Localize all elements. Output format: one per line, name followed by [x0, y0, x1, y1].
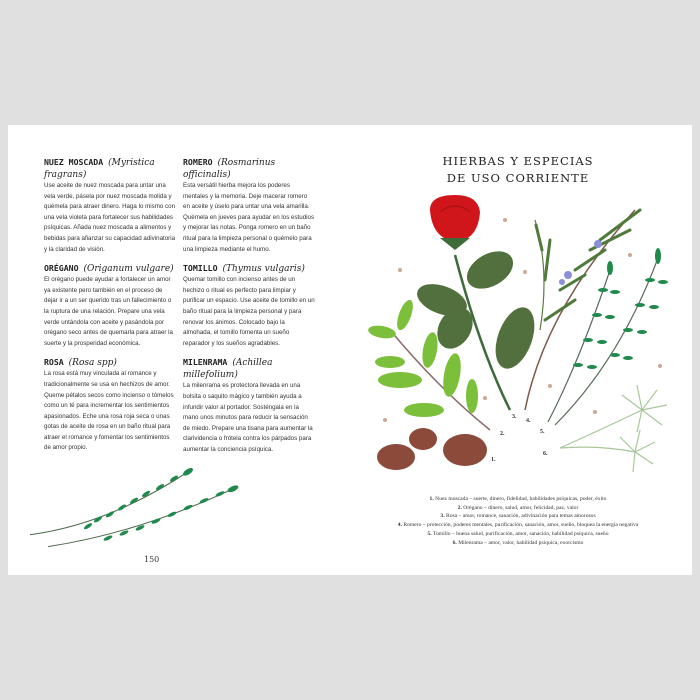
legend-item: 2. Orégano – dinero, salud, amor, felicidad, paz, valor	[457, 504, 579, 511]
entry-title: ORÉGANO	[44, 263, 79, 274]
heading-line-2: DE USO CORRIENTE	[446, 171, 590, 185]
left-column-2	[183, 157, 315, 463]
entry-title: ROSA	[44, 357, 64, 368]
entry-text: La milenrama es protectora llevada en una bolsita o saquito mágico y también ayuda a infundir valor al portador. Sosténgala en la mano unos minutos para reducir la sensación de miedo. Prepare una tisana para aumentar la clarividencia o frótela contra los párpados para aumentar la conciencia psíquica.	[183, 382, 313, 453]
label-1: 1.	[491, 457, 496, 463]
entry-latin: (Myristica fragrans)	[44, 158, 155, 180]
entry-text: La rosa está muy vinculada al romance y tradicionalmente se usa en hechizos de amor. Queme pétalos secos como incienso o tómelos como un té para incrementar los sentimientos apasionados. Eche una rosa roja seca o unas gotas de aceite de rosa en un baño ritual para atraer el romance y fomentar los sentimientos de amor propio.	[44, 370, 174, 452]
herbs-illustration	[360, 190, 680, 490]
entry-rosa	[44, 357, 176, 454]
legend-item: 6. Milenrama – amor, valor, habilidad psíquica, exorcismo	[452, 539, 584, 546]
rosemary-illustration	[525, 210, 640, 410]
yarrow-illustration	[560, 385, 667, 472]
entry-title: ROMERO	[183, 157, 213, 167]
entry-text: Esta versátil hierba mejora los poderes mentales y la memoria. Deje macerar romero en aceite y úselo para untar una vela amarilla. Quémela en jueves para ayudar en los estudios y mejorar las notas. Ponga romero en un baño ritual para la limpieza personal o quémelo para una limpieza mediante el humo.	[183, 182, 315, 253]
entry-latin: (Rosa spp)	[68, 358, 117, 369]
entry-latin: (Rosmarinus officinalis)	[183, 158, 276, 180]
page-heading	[428, 153, 608, 187]
label-4: 4.	[526, 418, 531, 424]
entry-text: Quemar tomillo con incienso antes de un hechizo o ritual es perfecto para limpiar y purificar un espacio. Use aceite de tomillo en un baño ritual para la limpieza personal y para renovar los ánimos. Colocado bajo la almohada, el tomillo fomenta un sueño reparador y los sueños agradables.	[183, 276, 315, 347]
entry-oregano	[44, 263, 176, 349]
entry-title: NUEZ MOSCADA	[44, 157, 104, 167]
herb-legend	[360, 495, 676, 547]
entry-nuez-moscada	[44, 157, 176, 255]
entry-tomillo	[183, 263, 315, 349]
entry-latin: (Achillea millefolium)	[183, 358, 273, 381]
heading-line-1: HIERBAS Y ESPECIAS	[442, 154, 594, 168]
label-3: 3.	[512, 414, 517, 420]
legend-item: 4. Romero – protección, poderes mentales, purificación, sanación, amor, sueño, bloquea la energía negativa	[397, 522, 639, 529]
page-number: 150	[144, 555, 160, 564]
label-2: 2.	[500, 431, 505, 437]
legend-item: 3. Rosa – amor, romance, sanación, adivinación para temas amorosos	[440, 513, 596, 520]
legend-item: 1. Nuez moscada – suerte, dinero, fidelidad, habilidades psíquicas, poder, éxito	[429, 496, 607, 502]
label-6: 6.	[543, 451, 548, 457]
label-5: 5.	[540, 429, 545, 435]
thyme-sprig-illustration	[28, 465, 243, 550]
entry-title: TOMILLO	[183, 263, 218, 274]
book-spread	[8, 125, 692, 575]
nutmeg-illustration	[377, 428, 487, 470]
entry-text: El orégano puede ayudar a fortalecer un amor ya existente pero también en el proceso de dejar ir a un ser querido tras un fallecimiento o la ruptura de una relación. Prepare una vela verde untándola con aceite y pasándola por orégano seco antes de quemarla para atraer la suerte y la prosperidad económica.	[44, 276, 173, 347]
legend-item: 5. Tomillo – buena salud, purificación, amor, sanación, habilidad psíquica, sueño	[427, 530, 609, 537]
entry-title: MILENRAMA	[183, 357, 228, 368]
entry-romero	[183, 157, 315, 255]
entry-latin: (Origanum vulgare)	[83, 264, 174, 275]
entry-text: Use aceite de nuez moscada para untar una vela verde, pásela por nuez moscada molida y quémela para atraer dinero. Haga lo mismo con una vela violeta para fortalecer sus habilidades psíquicas. Añada nuez moscada a alimentos y bebidas para afianzar su capacidad adivinatoria y la claridad de visión.	[44, 182, 176, 253]
entry-latin: (Thymus vulgaris)	[222, 264, 305, 275]
left-column-1	[44, 157, 176, 462]
entry-milenrama	[183, 357, 315, 455]
